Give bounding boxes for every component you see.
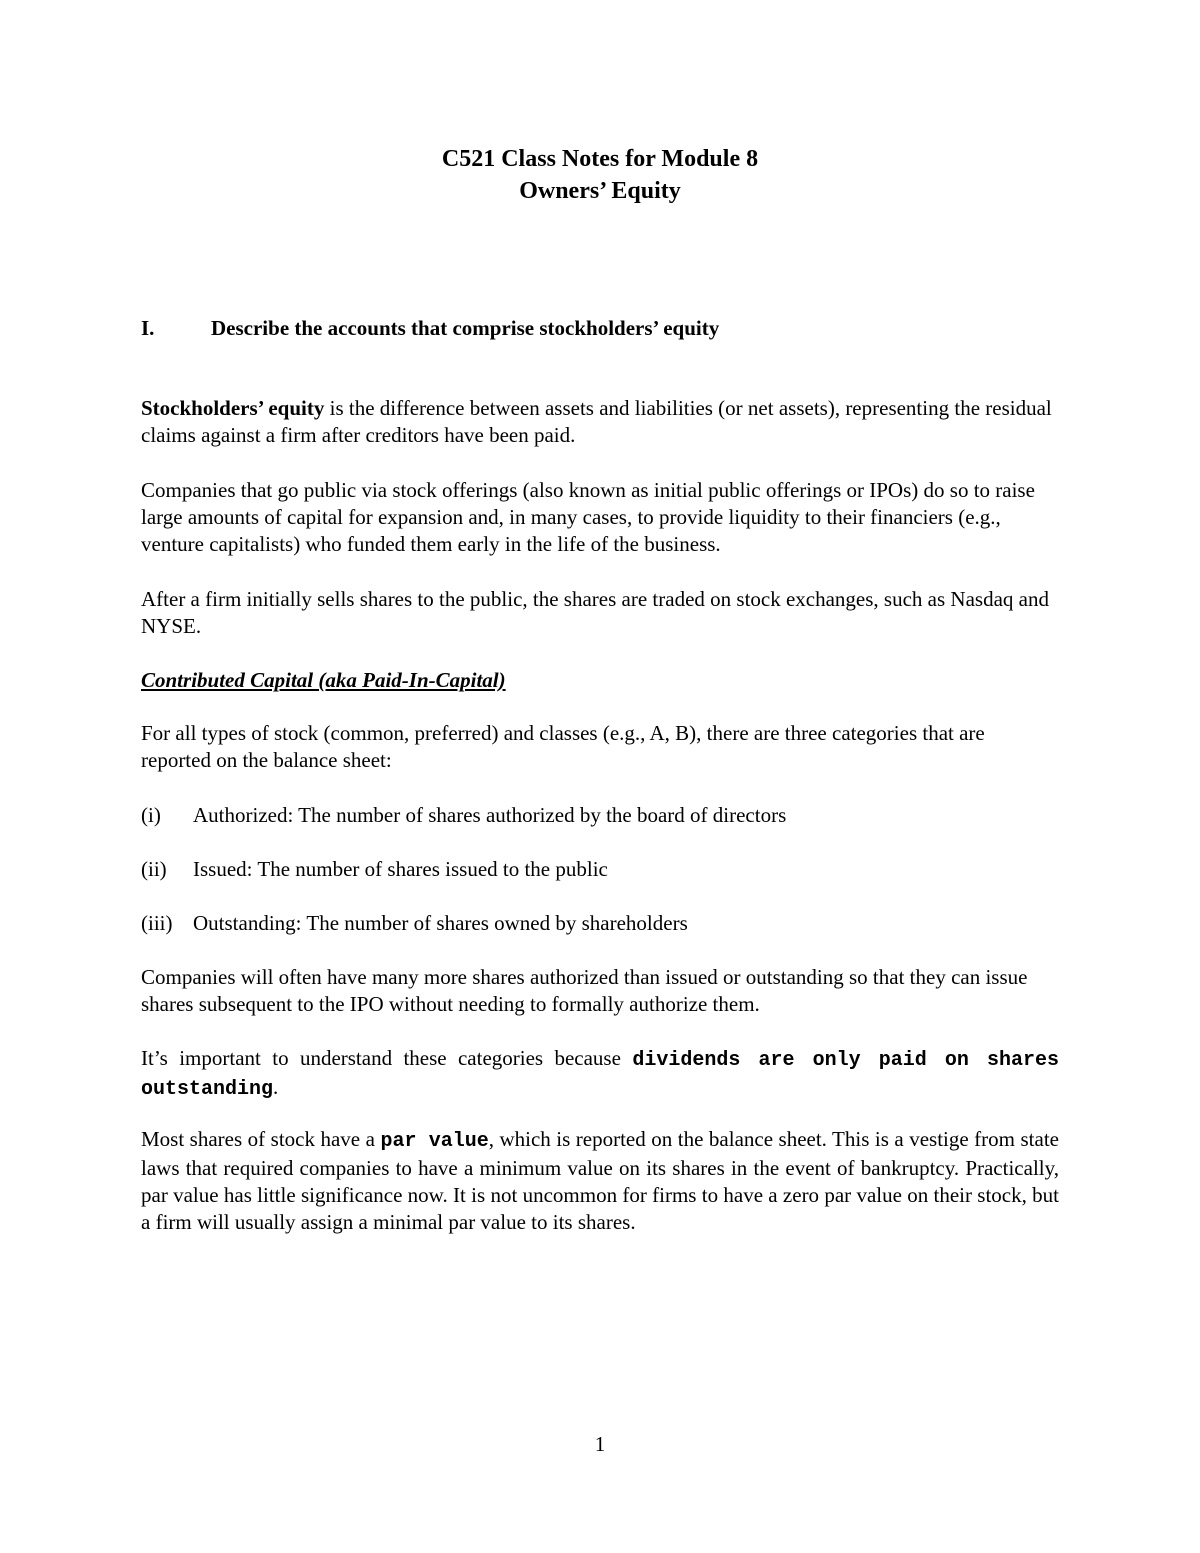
paragraph-go-public: Companies that go public via stock offerings (also known as initial public offerings or IPOs) do so to raise large amounts of capital for expansion and, in many cases, to provide liquidity to their financiers (e.g., venture capitalists) who funded them early in the life of the business. — [141, 478, 1035, 556]
bold-emphasis: dividends are only paid on shares outstanding — [141, 1049, 1059, 1101]
list-marker: (ii) — [141, 857, 167, 881]
paragraph-authorized-shares: Companies will often have many more shares authorized than issued or outstanding so that they can issue shares subsequent to the IPO without needing to formally authorize them. — [141, 965, 1028, 1016]
title-line-1: C521 Class Notes for Module 8 — [441, 146, 759, 172]
bold-term: Stockholders’ equity — [141, 396, 325, 420]
list-item — [141, 802, 1059, 829]
list-text: Authorized: The number of shares authorized by the board of directors — [193, 803, 787, 827]
bold-emphasis: par value — [380, 1130, 489, 1153]
list-text: Issued: The number of shares issued to the public — [193, 857, 608, 881]
section-heading-text: Describe the accounts that comprise stockholders’ equity — [211, 316, 720, 340]
document-title — [0, 143, 1200, 207]
paragraph-text: It’s important to understand these categories because — [141, 1046, 633, 1070]
list-text: Outstanding: The number of shares owned by shareholders — [193, 911, 688, 935]
subheading-text: Contributed Capital (aka Paid-In-Capital) — [141, 668, 506, 692]
section-number: I. — [141, 316, 155, 340]
page-number: 1 — [594, 1432, 606, 1456]
paragraph-text-end: . — [273, 1075, 279, 1099]
paragraph-text-end: , which is reported on the balance sheet. This is a vestige from state laws that required companies to have a minimum value on its shares in the event of bankruptcy. Practically, par value has little significance now. It is not uncommon for firms to have a zero par value on their stock, but a firm will usually assign a minimal par value to its shares. — [141, 1127, 1059, 1234]
paragraph-categories: For all types of stock (common, preferred) and classes (e.g., A, B), there are three categories that are reported on the balance sheet: — [141, 721, 985, 772]
title-line-2: Owners’ Equity — [519, 178, 681, 204]
list-item — [141, 910, 1059, 937]
paragraph-text: Most shares of stock have a — [141, 1127, 381, 1151]
paragraph-dividends — [141, 1045, 1059, 1103]
list-marker: (i) — [141, 803, 161, 827]
paragraph-stockholders-equity — [141, 395, 1059, 449]
list-item — [141, 856, 1059, 883]
section-heading — [141, 314, 1071, 342]
paragraph-text: is the difference between assets and liabilities (or net assets), representing the residual claims against a firm after creditors have been paid. — [141, 396, 1052, 447]
paragraph-stock-exchanges: After a firm initially sells shares to the public, the shares are traded on stock exchanges, such as Nasdaq and NYSE. — [141, 587, 1049, 638]
list-marker: (iii) — [141, 911, 173, 935]
subheading-contributed-capital — [141, 667, 1059, 694]
paragraph-par-value — [141, 1126, 1059, 1236]
